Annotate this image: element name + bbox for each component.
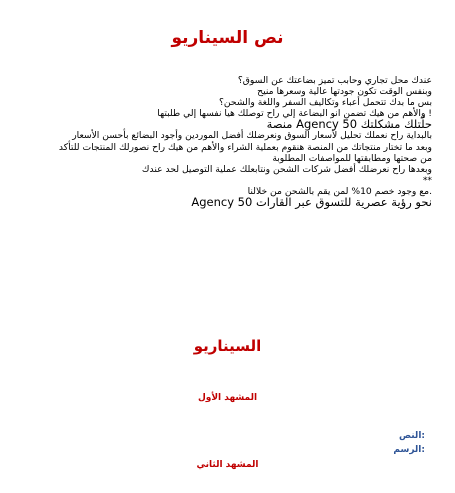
body-paragraph [16,75,432,208]
drawing-label: :الرسم [393,445,425,455]
paragraph-line: بس ما بدك تتحمل أعباء وتكاليف السفر واللغة والشحن؟ [219,97,432,109]
scene-1-heading: المشهد الأول [197,393,258,403]
paragraph-line: نحو رؤية عصرية للتسوق عبر القارات Agency 50 [191,195,432,210]
scene-2-heading: المشهد الثاني [196,460,259,470]
paragraph-line: وبنفس الوقت تكون جودتها عالية وسعرها منيح [257,86,432,98]
paragraph-line: من صحتها ومطابقتها للمواصفات المطلوبة [272,152,432,164]
section-title: السيناريو [193,337,262,355]
paragraph-line: وبعد ما تختار منتجاتك من المنصة هنقوم بعملية الشراء والأهم من هيك راح نصورلك المنتجات للتأكد [58,141,432,153]
paragraph-line: .مع وجود خصم 10% لمن يقم بالشحن من خلالنا [247,185,432,197]
paragraph-line: وبعدها راح نعرضلك أفضل شركات الشحن ونتابعلك عملية التوصيل لحد عندك [141,163,432,175]
paragraph-line: بالبداية راح نعملك تحليل لأسعار السوق ونعرضلك أفضل الموردين وأجود البضائع بأحسن الأسعار [72,130,432,142]
text-label: :النص [398,431,425,441]
document-title: نص السيناريو [171,28,284,48]
paragraph-line: ** [422,174,432,186]
paragraph-line: ! والأهم من هيك تضمن انو البضاعة إلي راح توصلك هيا نفسها إلي طلبتها [157,108,432,120]
paragraph-line: حلّتلك مشكلتك Agency 50 منصة [266,117,432,132]
paragraph-line: عندك محل تجاري وحابب تميز بضاعتك عن السوق؟ [237,75,432,86]
